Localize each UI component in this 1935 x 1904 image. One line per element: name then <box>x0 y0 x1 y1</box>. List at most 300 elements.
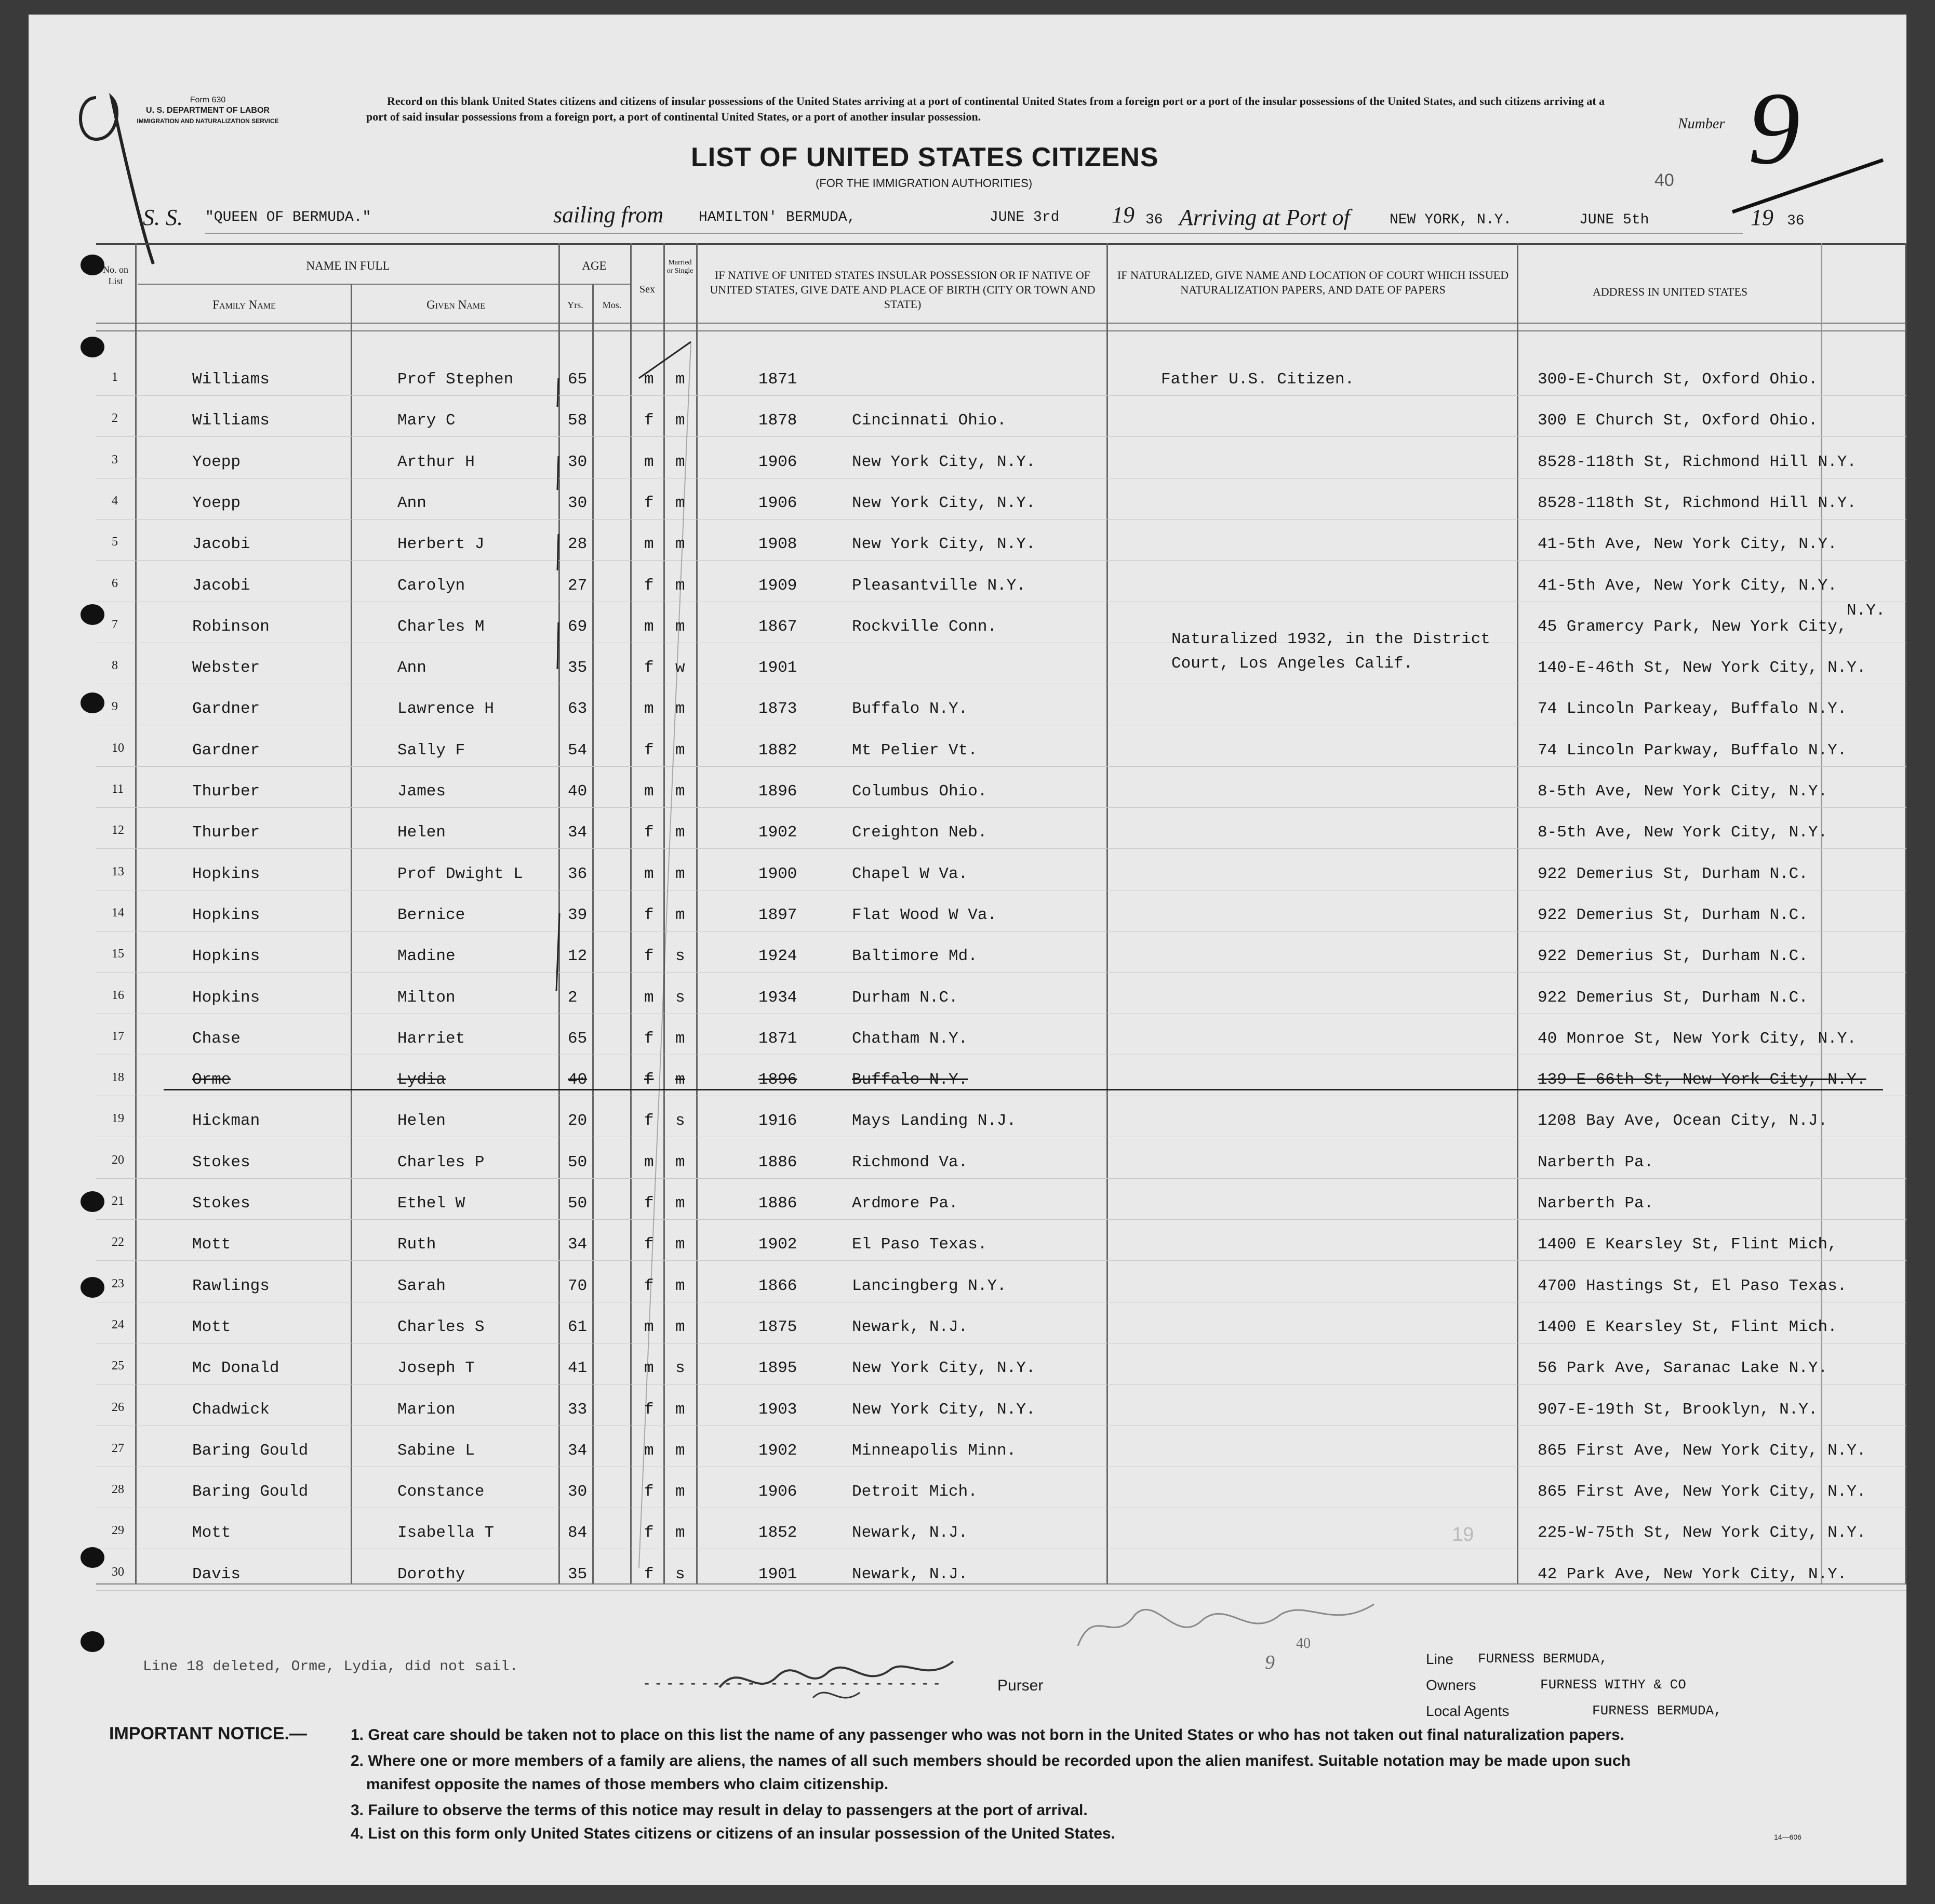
row-given-name: Charles S <box>397 1317 485 1336</box>
row-birth-place: Buffalo N.Y. <box>852 1071 968 1089</box>
row-marital: m <box>675 1153 685 1171</box>
row-given-name: Dorothy <box>397 1565 465 1583</box>
row-family-name: Hickman <box>192 1112 260 1130</box>
row-sex: f <box>644 1276 654 1295</box>
row-birth-place: Buffalo N.Y. <box>852 700 968 718</box>
row-rule <box>96 519 1906 520</box>
row-rule <box>96 807 1906 808</box>
row-given-name: Ethel W <box>397 1194 465 1213</box>
row-no: 9 <box>112 700 118 714</box>
row-no: 24 <box>112 1317 124 1332</box>
row-marital: m <box>675 1194 685 1213</box>
row-marital: s <box>675 947 685 966</box>
col-header-address: ADDRESS IN UNITED STATES <box>1592 285 1748 298</box>
binder-hole <box>81 604 104 625</box>
row-age: 69 <box>568 617 588 636</box>
row-birth-year: 1895 <box>758 1359 797 1378</box>
row-address: 922 Demerius St, Durham N.C. <box>1538 947 1808 966</box>
row-given-name: Sabine L <box>397 1441 475 1460</box>
arrival-port: NEW YORK, N.Y. <box>1390 212 1512 228</box>
row-given-name: Ann <box>397 659 426 677</box>
row-address: 1208 Bay Ave, Ocean City, N.J. <box>1538 1112 1828 1130</box>
row-given-name: Joseph T <box>397 1359 475 1378</box>
row-no: 17 <box>112 1029 124 1043</box>
row-no: 12 <box>112 823 124 837</box>
row-age: 65 <box>568 370 588 389</box>
row-family-name: Chase <box>192 1029 241 1048</box>
row-family-name: Davis <box>192 1565 241 1583</box>
row-family-name: Thurber <box>192 782 260 801</box>
service-text: IMMIGRATION AND NATURALIZATION SERVICE <box>137 117 279 125</box>
row-birth-place: Columbus Ohio. <box>852 782 987 801</box>
row-age: 27 <box>568 576 588 595</box>
row-given-name: Constance <box>397 1483 485 1501</box>
binder-hole <box>81 1631 104 1652</box>
row-marital: m <box>675 823 685 842</box>
row-sex: m <box>644 370 654 389</box>
row-address: 8528-118th St, Richmond Hill N.Y. <box>1538 452 1857 471</box>
row-address: 300 E Church St, Oxford Ohio. <box>1538 411 1818 430</box>
col-header-mos: Mos. <box>602 300 622 310</box>
row-age: 36 <box>568 864 588 883</box>
row-family-name: Chadwick <box>192 1400 270 1419</box>
row-marital: m <box>675 1441 685 1460</box>
row-birth-place: Detroit Mich. <box>852 1483 978 1501</box>
row-birth-place: New York City, N.Y. <box>852 1359 1036 1378</box>
row-birth-year: 1916 <box>758 1112 797 1130</box>
given-name-ticks-icon <box>548 378 569 1209</box>
row-birth-place: Creighton Neb. <box>852 823 987 842</box>
col-header-married: Married or Single <box>666 259 693 275</box>
row-age: 40 <box>568 782 588 801</box>
row-given-name: Ann <box>397 494 426 512</box>
row-sex: m <box>644 864 654 883</box>
row-age: 50 <box>568 1153 588 1171</box>
row-rule <box>96 1260 1906 1261</box>
row-marital: s <box>675 1359 685 1378</box>
row-address: 140-E-46th St, New York City, N.Y. <box>1538 659 1866 677</box>
row-birth-year: 1867 <box>758 617 797 636</box>
owners-value: FURNESS WITHY & CO <box>1540 1677 1686 1693</box>
row-sex: m <box>644 700 654 718</box>
sailing-label: sailing from <box>553 202 664 228</box>
col-line <box>135 243 137 1583</box>
row-address: 922 Demerius St, Durham N.C. <box>1538 864 1808 883</box>
col-line <box>351 284 352 1583</box>
row-sex: f <box>644 659 654 677</box>
row-rule <box>96 560 1906 561</box>
row-no: 11 <box>112 782 124 796</box>
row-address: 40 Monroe St, New York City, N.Y. <box>1538 1029 1857 1048</box>
row-naturalized: Father U.S. Citizen. <box>1161 370 1355 389</box>
row-family-name: Baring Gould <box>192 1483 309 1501</box>
list-number: 9 <box>1748 71 1800 186</box>
row-birth-year: 1906 <box>758 494 797 512</box>
row-no: 10 <box>112 741 124 755</box>
row-family-name: Rawlings <box>192 1276 270 1295</box>
row-age: 65 <box>568 1029 588 1048</box>
row-sex: m <box>644 1153 654 1171</box>
row-age: 84 <box>568 1524 588 1542</box>
row-marital: m <box>675 1400 685 1419</box>
row-birth-year: 1934 <box>758 988 797 1007</box>
row-family-name: Jacobi <box>192 535 250 554</box>
row-sex: m <box>644 1441 654 1460</box>
row-family-name: Mc Donald <box>192 1359 279 1378</box>
row-birth-place: Minneapolis Minn. <box>852 1441 1017 1460</box>
row-family-name: Hopkins <box>192 947 260 966</box>
col-line <box>1517 243 1518 1583</box>
row-sex: f <box>644 1112 654 1130</box>
row-address: 300-E-Church St, Oxford Ohio. <box>1538 370 1818 389</box>
row-birth-place: Pleasantville N.Y. <box>852 576 1026 595</box>
row-birth-place: Newark, N.J. <box>852 1524 968 1542</box>
row-given-name: James <box>397 782 446 801</box>
binder-hole <box>81 1547 104 1568</box>
notice-title: IMPORTANT NOTICE.— <box>109 1724 307 1743</box>
row-sex: f <box>644 823 654 842</box>
row-family-name: Mott <box>192 1317 231 1336</box>
agents-label: Local Agents <box>1426 1703 1510 1719</box>
row-marital: m <box>675 741 685 760</box>
row-rule <box>96 1590 1906 1591</box>
row-sex: f <box>644 1483 654 1501</box>
deleted-row-strike <box>164 1089 1883 1090</box>
line-value: FURNESS BERMUDA, <box>1478 1651 1608 1667</box>
sail-date: JUNE 3rd <box>990 209 1060 225</box>
row-marital: m <box>675 494 685 512</box>
row-marital: m <box>675 535 685 554</box>
row-birth-place: Newark, N.J. <box>852 1317 968 1336</box>
row-family-name: Williams <box>192 411 270 430</box>
page-subtitle: (FOR THE IMMIGRATION AUTHORITIES) <box>816 177 1033 190</box>
col-header-age: AGE <box>582 259 607 272</box>
col-header-naturalized: IF NATURALIZED, GIVE NAME AND LOCATION OF COURT WHICH ISSUED NATURALIZATION PAPERS, AND DATE OF PAPERS <box>1117 269 1509 296</box>
row-given-name: Milton <box>397 988 456 1007</box>
row-address: 865 First Ave, New York City, N.Y. <box>1538 1441 1866 1460</box>
row-birth-year: 1882 <box>758 741 797 760</box>
row-marital: m <box>675 1071 685 1089</box>
number-label: Number <box>1678 116 1725 132</box>
row-age: 35 <box>568 1565 588 1583</box>
row-marital: s <box>675 1565 685 1583</box>
row-marital: m <box>675 370 685 389</box>
binder-hole <box>81 1191 104 1212</box>
row-no: 28 <box>112 1483 124 1497</box>
row-sex: f <box>644 411 654 430</box>
row-birth-year: 1902 <box>758 823 797 842</box>
row-sex: m <box>644 535 654 554</box>
row-address: 1400 E Kearsley St, Flint Mich. <box>1538 1317 1837 1336</box>
row-birth-year: 1878 <box>758 411 797 430</box>
row-given-name: Helen <box>397 1112 446 1130</box>
row-marital: m <box>675 700 685 718</box>
row-address: 139-E-66th St, New York City, N.Y. <box>1538 1071 1866 1089</box>
row-no: 8 <box>112 659 118 673</box>
row-given-name: Mary C <box>397 411 456 430</box>
row-birth-place: Baltimore Md. <box>852 947 978 966</box>
row-birth-place: New York City, N.Y. <box>852 1400 1036 1419</box>
row-birth-place: Richmond Va. <box>852 1153 968 1171</box>
row-family-name: Hopkins <box>192 906 260 924</box>
col-line <box>1106 243 1108 1583</box>
row-age: 33 <box>568 1400 588 1419</box>
row-age: 63 <box>568 700 588 718</box>
row-given-name: Herbert J <box>397 535 485 554</box>
row-birth-place: New York City, N.Y. <box>852 494 1036 512</box>
row-sex: f <box>644 1029 654 1048</box>
row-marital: m <box>675 1524 685 1542</box>
row-address: 907-E-19th St, Brooklyn, N.Y. <box>1538 1400 1818 1419</box>
row-sex: m <box>644 617 654 636</box>
arriving-label: Arriving at Port of <box>1179 205 1350 230</box>
row-given-name: Carolyn <box>397 576 465 595</box>
faint-mark: 19 <box>1452 1524 1474 1546</box>
notice-4: 4. List on this form only United States citizens or citizens of an insular possession of the United States. <box>351 1825 1115 1842</box>
line-label: Line <box>1426 1651 1453 1667</box>
ship-name: "QUEEN OF BERMUDA." <box>205 209 371 225</box>
row-birth-place: Mays Landing N.J. <box>852 1112 1017 1130</box>
year2-prefix: 19 <box>1751 205 1773 230</box>
naturalized-note-line1: Naturalized 1932, in the District <box>1171 630 1490 648</box>
row-birth-year: 1871 <box>758 1029 797 1048</box>
row-family-name: Mott <box>192 1524 231 1542</box>
row-birth-year: 1886 <box>758 1194 797 1213</box>
row-address: 74 Lincoln Parkway, Buffalo N.Y. <box>1538 741 1847 760</box>
row-address: 8-5th Ave, New York City, N.Y. <box>1538 823 1828 842</box>
row-marital: m <box>675 864 685 883</box>
notice-3: 3. Failure to observe the terms of this notice may result in delay to passengers at the port of arrival. <box>351 1802 1088 1819</box>
year2: 36 <box>1787 213 1805 229</box>
form-code: 14—606 <box>1774 1833 1801 1841</box>
row-no: 7 <box>112 617 118 631</box>
row-birth-place: Flat Wood W Va. <box>852 906 997 924</box>
row-rule <box>96 972 1906 973</box>
col-line <box>592 284 594 1583</box>
year1: 36 <box>1145 212 1163 228</box>
row-sex: m <box>644 782 654 801</box>
row-marital: m <box>675 1483 685 1501</box>
row-given-name: Harriet <box>397 1029 465 1048</box>
row-rule <box>96 395 1906 396</box>
row-birth-year: 1871 <box>758 370 797 389</box>
naturalized-note-line2: Court, Los Angeles Calif. <box>1171 655 1413 673</box>
row-family-name: Thurber <box>192 823 260 842</box>
row-birth-place: Ardmore Pa. <box>852 1194 958 1213</box>
header-bottom-rule <box>96 323 1906 324</box>
row-family-name: Mott <box>192 1235 231 1254</box>
row-age: 61 <box>568 1317 588 1336</box>
row-birth-year: 1906 <box>758 1483 797 1501</box>
row-no: 18 <box>112 1071 124 1085</box>
col-line <box>1821 243 1822 1583</box>
row-no: 13 <box>112 864 124 878</box>
row-birth-place: Durham N.C. <box>852 988 958 1007</box>
row-address: 74 Lincoln Parkeay, Buffalo N.Y. <box>1538 700 1847 718</box>
row-sex: f <box>644 494 654 512</box>
row-birth-year: 1906 <box>758 452 797 471</box>
row-no: 6 <box>112 576 118 590</box>
row-sex: f <box>644 1565 654 1583</box>
row-address: Narberth Pa. <box>1538 1153 1654 1171</box>
row-no: 29 <box>112 1524 124 1538</box>
row-birth-year: 1897 <box>758 906 797 924</box>
row-birth-place: Rockville Conn. <box>852 617 997 636</box>
row-marital: m <box>675 1029 685 1048</box>
row-family-name: Webster <box>192 659 260 677</box>
row-given-name: Charles M <box>397 617 485 636</box>
row-family-name: Hopkins <box>192 864 260 883</box>
row-rule <box>96 436 1906 437</box>
row-address: 56 Park Ave, Saranac Lake N.Y. <box>1538 1359 1828 1378</box>
row-address: 8528-118th St, Richmond Hill N.Y. <box>1538 494 1857 512</box>
row-family-name: Robinson <box>192 617 270 636</box>
agents-value: FURNESS BERMUDA, <box>1592 1703 1722 1719</box>
row-given-name: Marion <box>397 1400 456 1419</box>
col-header-yrs: Yrs. <box>567 300 583 310</box>
row-given-name: Lawrence H <box>397 700 495 718</box>
row-no: 19 <box>112 1112 124 1126</box>
row-age: 35 <box>568 659 588 677</box>
row-birth-place: Lancingberg N.Y. <box>852 1276 1007 1295</box>
row-sex: f <box>644 1524 654 1542</box>
row-marital: m <box>675 452 685 471</box>
row-sex: f <box>644 1194 654 1213</box>
row-no: 25 <box>112 1359 124 1373</box>
row-marital: m <box>675 1235 685 1254</box>
row-sex: f <box>644 741 654 760</box>
row-marital: s <box>675 988 685 1007</box>
row-address: 42 Park Ave, New York City, N.Y. <box>1538 1565 1847 1583</box>
row-birth-year: 1924 <box>758 947 797 966</box>
row-age: 34 <box>568 1441 588 1460</box>
row-birth-year: 1901 <box>758 659 797 677</box>
row-given-name: Ruth <box>397 1235 436 1254</box>
row-birth-year: 1909 <box>758 576 797 595</box>
row-birth-place: Chatham N.Y. <box>852 1029 968 1048</box>
row-address: 865 First Ave, New York City, N.Y. <box>1538 1483 1866 1501</box>
col-header-no: No. on List <box>103 264 128 286</box>
col-header-given: Given Name <box>426 298 485 311</box>
row-marital: m <box>675 782 685 801</box>
form-no-text: Form 630 <box>190 96 226 104</box>
row-birth-place: Chapel W Va. <box>852 864 968 883</box>
row-no: 20 <box>112 1153 124 1167</box>
row-sex: f <box>644 1235 654 1254</box>
col-line <box>696 243 698 1583</box>
sailing-from: HAMILTON' BERMUDA, <box>699 209 856 225</box>
row-family-name: Yoepp <box>192 452 241 471</box>
row-sex: f <box>644 1071 654 1089</box>
row-age: 30 <box>568 452 588 471</box>
row-sex: f <box>644 947 654 966</box>
row-birth-year: 1866 <box>758 1276 797 1295</box>
row-no: 5 <box>112 535 118 549</box>
row-age: 34 <box>568 1235 588 1254</box>
row-birth-place: Mt Pelier Vt. <box>852 741 978 760</box>
row-sex: m <box>644 1359 654 1378</box>
row-no: 22 <box>112 1235 124 1249</box>
row-no: 27 <box>112 1441 124 1455</box>
row-birth-year: 1900 <box>758 864 797 883</box>
row-address: 41-5th Ave, New York City, N.Y. <box>1538 576 1837 595</box>
row-age: 70 <box>568 1276 588 1295</box>
col-line <box>630 243 632 1583</box>
row-address: 8-5th Ave, New York City, N.Y. <box>1538 782 1828 801</box>
row-sex: m <box>644 1317 654 1336</box>
row-given-name: Charles P <box>397 1153 485 1171</box>
row-no: 1 <box>112 370 118 384</box>
row-age: 58 <box>568 411 588 430</box>
row-no: 15 <box>112 947 124 961</box>
row-birth-year: 1902 <box>758 1441 797 1460</box>
row-given-name: Sally F <box>397 741 465 760</box>
row-birth-year: 1886 <box>758 1153 797 1171</box>
row-birth-year: 1873 <box>758 700 797 718</box>
binder-hole <box>81 337 104 357</box>
row-family-name: Williams <box>192 370 270 389</box>
row-birth-year: 1903 <box>758 1400 797 1419</box>
row-family-name: Baring Gould <box>192 1441 309 1460</box>
owners-label: Owners <box>1426 1677 1476 1693</box>
row-family-name: Jacobi <box>192 576 250 595</box>
row-rule <box>96 1219 1906 1220</box>
row-sex: m <box>644 988 654 1007</box>
row-birth-place: Cincinnati Ohio. <box>852 411 1007 430</box>
row-age: 50 <box>568 1194 588 1213</box>
row-age: 2 <box>568 988 578 1007</box>
col-line <box>1905 243 1906 1583</box>
stamp-fraction-top: 40 <box>1296 1635 1311 1652</box>
table-top-rule <box>96 243 1906 245</box>
row-age: 30 <box>568 1483 588 1501</box>
row-no: 2 <box>112 411 118 425</box>
binder-hole <box>81 693 104 713</box>
row-age: 30 <box>568 494 588 512</box>
row-marital: s <box>675 1112 685 1130</box>
manifest-sheet <box>29 15 1906 1885</box>
dept-text: U. S. DEPARTMENT OF LABOR <box>146 106 270 115</box>
row-address: 4700 Hastings St, El Paso Texas. <box>1538 1276 1847 1295</box>
row-birth-year: 1875 <box>758 1317 797 1336</box>
row-age: 28 <box>568 535 588 554</box>
row-family-name: Stokes <box>192 1194 250 1213</box>
row-address: 45 Gramercy Park, New York City, <box>1538 617 1847 636</box>
row-marital: m <box>675 1317 685 1336</box>
col-header-sex: Sex <box>639 284 655 295</box>
row-given-name: Prof Dwight L <box>397 864 523 883</box>
row-no: 26 <box>112 1400 124 1414</box>
row-birth-year: 1902 <box>758 1235 797 1254</box>
row-rule <box>96 848 1906 849</box>
row-address: Narberth Pa. <box>1538 1194 1654 1213</box>
tick-marks-icon <box>634 331 696 1578</box>
corner-mark: 40 <box>1654 170 1674 190</box>
row-birth-year: 1852 <box>758 1524 797 1542</box>
row-birth-place: Newark, N.J. <box>852 1565 968 1583</box>
row-birth-year: 1908 <box>758 535 797 554</box>
arrive-date: JUNE 5th <box>1579 212 1649 228</box>
ss-label: S. S. <box>143 205 183 230</box>
row-address: 922 Demerius St, Durham N.C. <box>1538 988 1808 1007</box>
row-family-name: Hopkins <box>192 988 260 1007</box>
deleted-note: Line 18 deleted, Orme, Lydia, did not sail. <box>143 1659 518 1675</box>
name-age-subrule <box>138 284 631 285</box>
row-family-name: Gardner <box>192 700 260 718</box>
row-marital: m <box>675 411 685 430</box>
row-age: 20 <box>568 1112 588 1130</box>
year1-prefix: 19 <box>1112 202 1135 228</box>
